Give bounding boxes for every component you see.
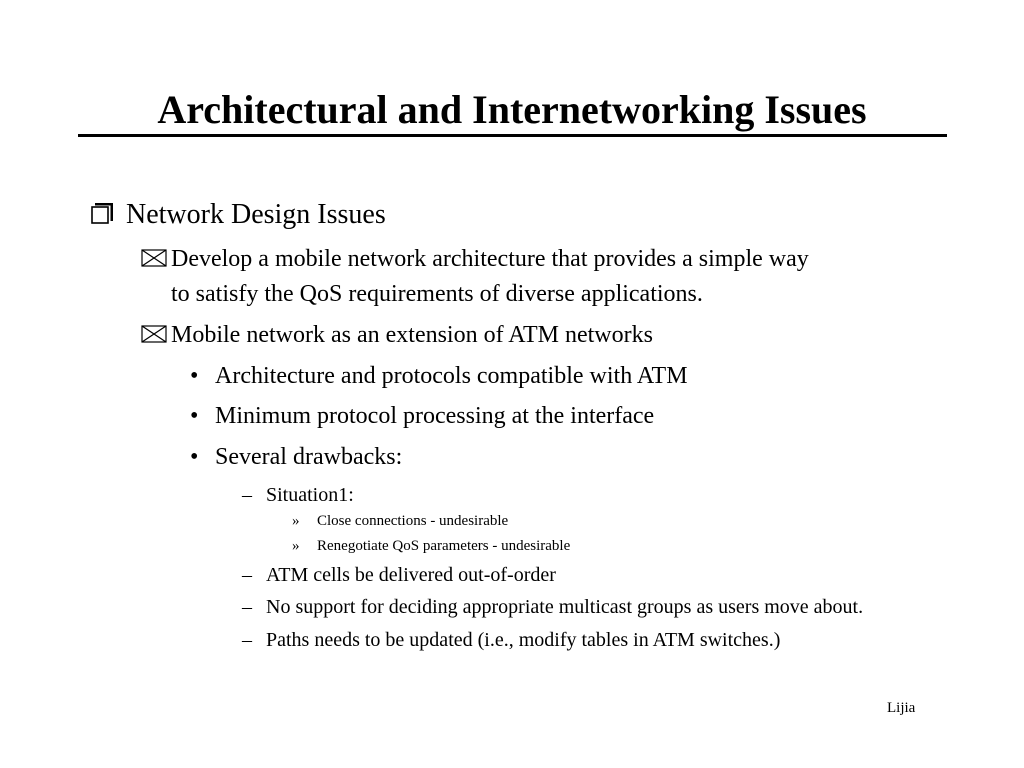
level5-item-renegotiate-qos: Renegotiate QoS parameters - undesirable <box>317 538 571 554</box>
level4-item-paths-update: Paths needs to be updated (i.e., modify tables in ATM switches.) <box>266 629 781 651</box>
level4-item-no-multicast-support: No support for deciding appropriate multicast groups as users move about. <box>266 596 864 618</box>
level5-bullet: » <box>292 538 300 554</box>
level4-bullet: – <box>242 629 252 651</box>
slide-title: Architectural and Internetworking Issues <box>157 87 867 132</box>
level4-bullet: – <box>242 484 252 506</box>
footer-author: Lijia <box>887 700 916 716</box>
level3-item-minimum-protocol: Minimum protocol processing at the interface <box>215 403 655 429</box>
title-underline <box>78 134 947 137</box>
level2-item-mobile-network: Mobile network as an extension of ATM networks <box>171 322 653 348</box>
level2-item-develop-line2: to satisfy the QoS requirements of diverse applications. <box>171 281 703 307</box>
level4-item-situation1: Situation1: <box>266 484 354 506</box>
level4-bullet: – <box>242 564 252 586</box>
level3-bullet: • <box>190 444 199 470</box>
level3-item-architecture: Architecture and protocols compatible with ATM <box>215 363 688 389</box>
level1-item-network-design: Network Design Issues <box>126 199 386 230</box>
level5-item-close-connections: Close connections - undesirable <box>317 513 509 529</box>
crossed-envelope-icon <box>141 248 167 268</box>
level3-bullet: • <box>190 403 199 429</box>
level5-bullet: » <box>292 513 300 529</box>
level2-item-develop-line1: Develop a mobile network architecture that provides a simple way <box>171 246 809 272</box>
level3-item-drawbacks: Several drawbacks: <box>215 444 403 470</box>
checkbox-icon <box>91 203 113 225</box>
level4-bullet: – <box>242 596 252 618</box>
crossed-envelope-icon <box>141 324 167 344</box>
level4-item-cells-out-of-order: ATM cells be delivered out-of-order <box>266 564 556 586</box>
level3-bullet: • <box>190 363 199 389</box>
